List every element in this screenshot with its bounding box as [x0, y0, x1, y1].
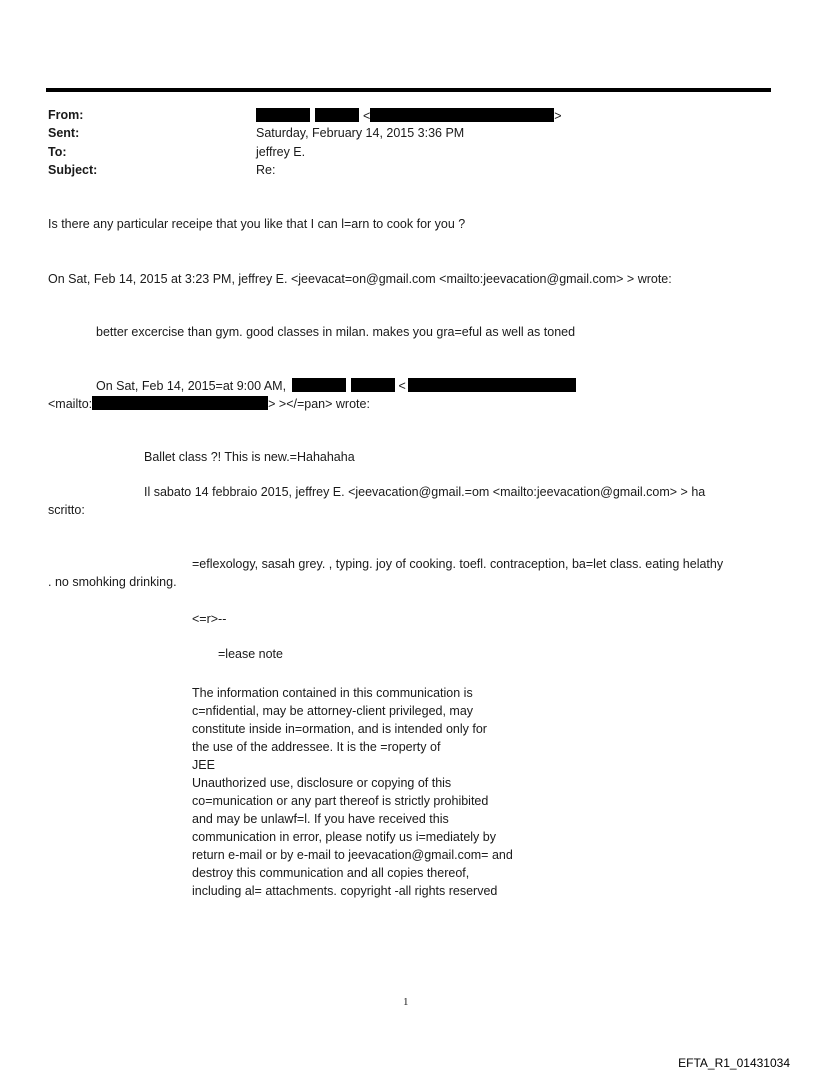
- redaction-block: [408, 378, 576, 392]
- redaction-block: [92, 396, 268, 410]
- disclaimer-line: return e-mail or by e-mail to jeevacation@gmail.com= and: [192, 848, 513, 862]
- to-label: To:: [48, 145, 67, 159]
- quote-header: [96, 378, 576, 394]
- disclaimer-line: the use of the addressee. It is the =roperty of: [192, 740, 441, 754]
- message-line: Is there any particular receipe that you like that I can l=arn to cook for you ?: [48, 217, 466, 231]
- please-note: =lease note: [218, 647, 283, 661]
- sent-label: Sent:: [48, 126, 80, 140]
- sent-value: Saturday, February 14, 2015 3:36 PM: [256, 126, 465, 140]
- quote-header: On Sat, Feb 14, 2015 at 3:23 PM, jeffrey E. <jeevacat=on@gmail.com <mailto:jeevacation@gmail.com> > wrote:: [48, 272, 672, 286]
- disclaimer-line: Unauthorized use, disclosure or copying of this: [192, 776, 452, 790]
- redaction-block: [315, 108, 359, 122]
- quote-tail: > ></=pan> wrote:: [268, 397, 370, 411]
- disclaimer-line: constitute inside in=ormation, and is intended only for: [192, 722, 487, 736]
- redaction-block: [351, 378, 395, 392]
- signature-marker: <=r>--: [192, 612, 227, 626]
- disclaimer-line: including al= attachments. copyright -all rights reserved: [192, 884, 498, 898]
- quote-mailto: <mailto:: [48, 397, 93, 411]
- disclaimer: [192, 684, 552, 900]
- redaction-block: [292, 378, 346, 392]
- quote-header: Il sabato 14 febbraio 2015, jeffrey E. <jeevacation@gmail.=om <mailto:jeevacation@gmail.com> > ha: [144, 485, 706, 499]
- disclaimer-line: c=nfidential, may be attorney-client privileged, may: [192, 704, 474, 718]
- quote-header-date: On Sat, Feb 14, 2015=at 9:00 AM,: [96, 379, 287, 393]
- from-gt: >: [554, 109, 562, 123]
- redaction-block: [370, 108, 554, 122]
- disclaimer-line: co=munication or any part thereof is strictly prohibited: [192, 794, 489, 808]
- quote-header-cont: scritto:: [48, 503, 85, 517]
- from-label: From:: [48, 108, 84, 122]
- disclaimer-line: and may be unlawf=l. If you have received this: [192, 812, 449, 826]
- disclaimer-line: destroy this communication and all copies thereof,: [192, 866, 470, 880]
- subject-label: Subject:: [48, 163, 98, 177]
- quote-lt: <: [398, 379, 406, 393]
- to-value: jeffrey E.: [256, 145, 306, 159]
- from-value: [256, 108, 562, 124]
- header-rule: [46, 88, 771, 92]
- quote-header-cont: [48, 396, 370, 412]
- disclaimer-line: communication in error, please notify us i=mediately by: [192, 830, 496, 844]
- disclaimer-line: JEE: [192, 758, 215, 772]
- quote-text: better excercise than gym. good classes in milan. makes you gra=eful as well as toned: [96, 325, 576, 339]
- quote-text-cont: . no smohking drinking.: [48, 575, 177, 589]
- subject-value: Re:: [256, 163, 276, 177]
- document-id: EFTA_R1_01431034: [678, 1056, 790, 1070]
- from-lt: <: [362, 109, 371, 123]
- disclaimer-line: The information contained in this communication is: [192, 686, 473, 700]
- quote-text: =eflexology, sasah grey. , typing. joy of cooking. toefl. contraception, ba=let class. eating helathy: [192, 557, 724, 571]
- page-number: 1: [403, 996, 409, 1008]
- quote-text: Ballet class ?! This is new.=Hahahaha: [144, 450, 355, 464]
- redaction-block: [256, 108, 310, 122]
